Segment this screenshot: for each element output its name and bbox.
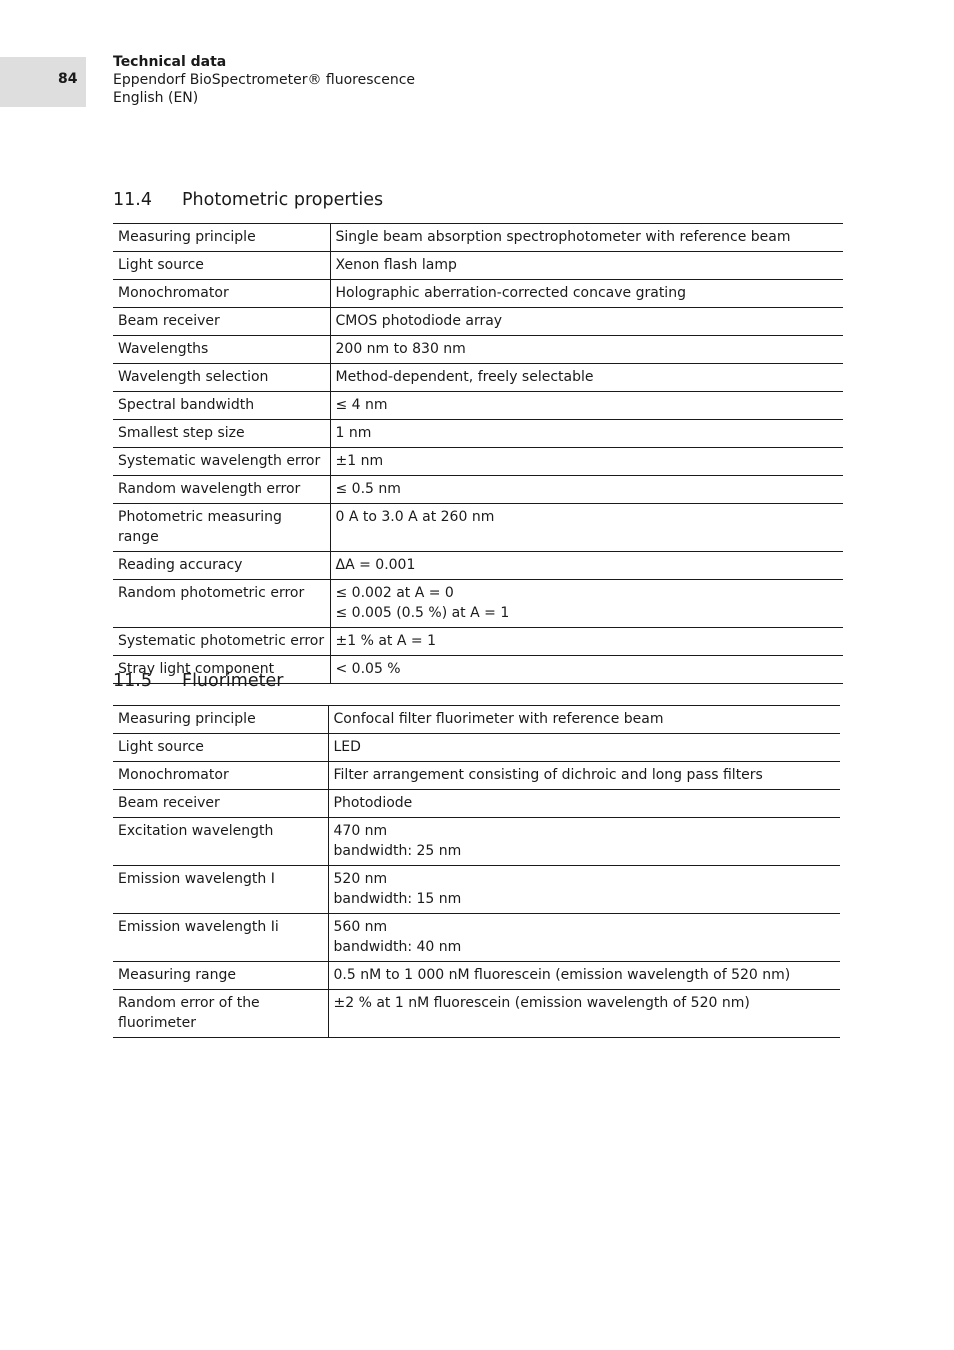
row-value: 470 nm bandwidth: 25 nm xyxy=(328,818,840,866)
row-label: Systematic wavelength error xyxy=(113,448,330,476)
row-value: 1 nm xyxy=(330,420,843,448)
table-row xyxy=(113,762,840,790)
header-language: English (EN) xyxy=(113,90,199,106)
row-label: Light source xyxy=(113,252,330,280)
row-value: ±2 % at 1 nM fluorescein (emission wavelength of 520 nm) xyxy=(328,990,840,1038)
table-row xyxy=(113,866,840,914)
row-label: Smallest step size xyxy=(113,420,330,448)
row-label: Systematic photometric error xyxy=(113,628,330,656)
row-value: ±1 nm xyxy=(330,448,843,476)
table-row xyxy=(113,790,840,818)
row-value: Holographic aberration-corrected concave grating xyxy=(330,280,843,308)
row-label: Monochromator xyxy=(113,280,330,308)
row-label: Measuring principle xyxy=(113,706,328,734)
table-row xyxy=(113,252,843,280)
header-product-name: Eppendorf BioSpectrometer® fluorescence xyxy=(113,72,416,88)
running-header xyxy=(113,53,415,107)
row-label: Stray light component xyxy=(113,656,330,684)
table-row xyxy=(113,818,840,866)
table-row xyxy=(113,392,843,420)
table-row xyxy=(113,990,840,1038)
row-value: Confocal filter fluorimeter with reference beam xyxy=(328,706,840,734)
table-body xyxy=(113,224,843,684)
section-title-fluorimeter xyxy=(113,671,283,691)
row-value: ±1 % at A = 1 xyxy=(330,628,843,656)
table-row xyxy=(113,914,840,962)
row-label: Beam receiver xyxy=(113,308,330,336)
table-row xyxy=(113,280,843,308)
section-heading: Fluorimeter xyxy=(182,671,284,691)
table-row xyxy=(113,476,843,504)
fluorimeter-table xyxy=(113,705,840,1038)
row-label: Random photometric error xyxy=(113,580,330,628)
row-value: Single beam absorption spectrophotometer with reference beam xyxy=(330,224,843,252)
row-label: Spectral bandwidth xyxy=(113,392,330,420)
table-row xyxy=(113,706,840,734)
table-row xyxy=(113,734,840,762)
table-row xyxy=(113,448,843,476)
table-row xyxy=(113,628,843,656)
table-row xyxy=(113,580,843,628)
row-label: Measuring range xyxy=(113,962,328,990)
row-value: Xenon flash lamp xyxy=(330,252,843,280)
row-value: Filter arrangement consisting of dichroic and long pass filters xyxy=(328,762,840,790)
table-row xyxy=(113,308,843,336)
table-row xyxy=(113,420,843,448)
row-label: Reading accuracy xyxy=(113,552,330,580)
row-value: ≤ 0.5 nm xyxy=(330,476,843,504)
row-value: Photodiode xyxy=(328,790,840,818)
row-label: Beam receiver xyxy=(113,790,328,818)
row-value: ≤ 0.002 at A = 0 ≤ 0.005 (0.5 %) at A = 1 xyxy=(330,580,843,628)
header-chapter-title: Technical data xyxy=(113,54,227,70)
table-row xyxy=(113,962,840,990)
row-value: LED xyxy=(328,734,840,762)
section-heading: Photometric properties xyxy=(182,190,384,210)
table-row xyxy=(113,504,843,552)
section-title-photometric xyxy=(113,190,383,210)
section-number: 11.4 xyxy=(113,190,152,210)
row-value: ≤ 4 nm xyxy=(330,392,843,420)
row-value: ΔA = 0.001 xyxy=(330,552,843,580)
row-value: < 0.05 % xyxy=(330,656,843,684)
table-row xyxy=(113,224,843,252)
row-label: Random error of the fluorimeter xyxy=(113,990,328,1038)
table-row xyxy=(113,552,843,580)
table-row xyxy=(113,364,843,392)
row-value: 200 nm to 830 nm xyxy=(330,336,843,364)
section-number: 11.5 xyxy=(113,671,152,691)
row-label: Wavelength selection xyxy=(113,364,330,392)
row-label: Emission wavelength Ii xyxy=(113,914,328,962)
table-row xyxy=(113,336,843,364)
row-value: 520 nm bandwidth: 15 nm xyxy=(328,866,840,914)
row-value: 0.5 nM to 1 000 nM fluorescein (emission wavelength of 520 nm) xyxy=(328,962,840,990)
row-label: Emission wavelength I xyxy=(113,866,328,914)
row-label: Excitation wavelength xyxy=(113,818,328,866)
row-label: Measuring principle xyxy=(113,224,330,252)
row-value: CMOS photodiode array xyxy=(330,308,843,336)
row-label: Light source xyxy=(113,734,328,762)
row-label: Wavelengths xyxy=(113,336,330,364)
row-value: 560 nm bandwidth: 40 nm xyxy=(328,914,840,962)
row-label: Random wavelength error xyxy=(113,476,330,504)
row-label: Monochromator xyxy=(113,762,328,790)
page-number: 84 xyxy=(58,71,78,87)
row-label: Photometric measuring range xyxy=(113,504,330,552)
photometric-properties-table xyxy=(113,223,843,684)
table-body xyxy=(113,706,840,1038)
row-value: 0 A to 3.0 A at 260 nm xyxy=(330,504,843,552)
row-value: Method-dependent, freely selectable xyxy=(330,364,843,392)
